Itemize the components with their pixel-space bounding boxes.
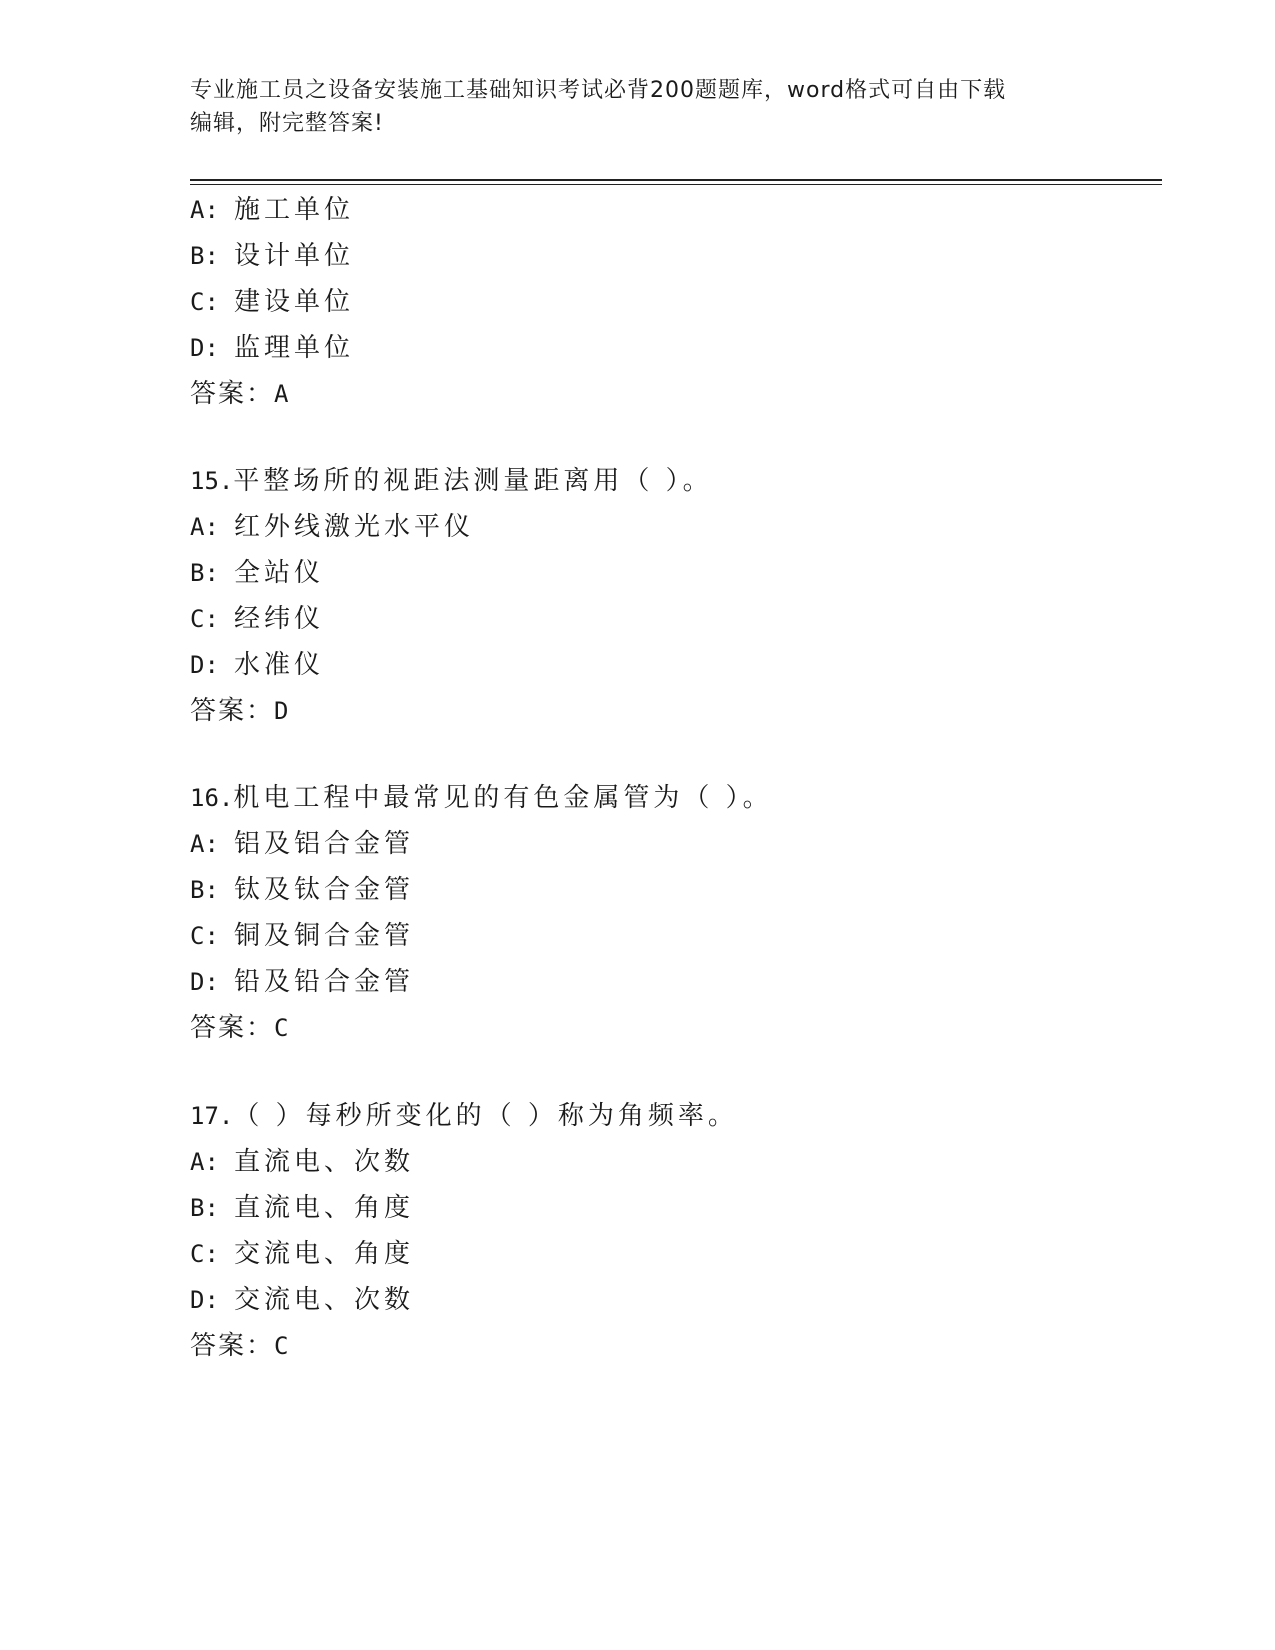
answer-line	[190, 1323, 1130, 1369]
option-letter: A:	[190, 196, 219, 224]
option-text: 监理单位	[234, 333, 355, 363]
option-b	[190, 550, 1130, 596]
option-letter: A:	[190, 1148, 219, 1176]
option-text: 建设单位	[234, 287, 355, 317]
option-text: 铅及铅合金管	[234, 967, 415, 997]
question-text: （ ）每秒所变化的（ ）称为角频率。	[233, 1101, 738, 1131]
header-divider-thick	[190, 179, 1162, 181]
answer-value: C	[274, 1332, 289, 1360]
question-14-continued	[190, 187, 1130, 417]
option-text: 施工单位	[234, 195, 355, 225]
answer-line	[190, 688, 1130, 734]
option-text: 经纬仪	[234, 604, 325, 634]
answer-value: A	[274, 380, 289, 408]
answer-line	[190, 1005, 1130, 1051]
option-c	[190, 913, 1130, 959]
answer-label: 答案：	[190, 1013, 275, 1043]
option-d	[190, 642, 1130, 688]
option-text: 铝及铝合金管	[234, 829, 415, 859]
option-text: 红外线激光水平仪	[234, 512, 475, 542]
option-letter: A:	[190, 830, 219, 858]
option-text: 水准仪	[234, 650, 325, 680]
option-b	[190, 867, 1130, 913]
question-number: 16.	[190, 784, 234, 812]
option-d	[190, 959, 1130, 1005]
option-text: 直流电、角度	[234, 1193, 415, 1223]
answer-line	[190, 371, 1130, 417]
question-number: 15.	[190, 467, 234, 495]
answer-value: C	[274, 1014, 289, 1042]
answer-label: 答案：	[190, 1331, 275, 1361]
option-c	[190, 279, 1130, 325]
header-divider-thin	[190, 184, 1162, 185]
option-letter: D:	[190, 1286, 219, 1314]
option-a	[190, 1139, 1130, 1185]
option-d	[190, 325, 1130, 371]
question-number: 17.	[190, 1102, 234, 1130]
option-text: 交流电、角度	[234, 1239, 415, 1269]
option-text: 钛及钛合金管	[234, 875, 415, 905]
option-letter: B:	[190, 876, 219, 904]
option-letter: C:	[190, 1240, 219, 1268]
option-letter: C:	[190, 922, 219, 950]
option-c	[190, 596, 1130, 642]
question-stem	[190, 775, 1130, 821]
answer-value: D	[274, 697, 289, 725]
answer-label: 答案：	[190, 379, 275, 409]
question-15	[190, 458, 1130, 734]
option-letter: B:	[190, 242, 219, 270]
question-stem	[190, 458, 1130, 504]
question-text: 平整场所的视距法测量距离用（ ）。	[233, 466, 713, 496]
option-text: 直流电、次数	[234, 1147, 415, 1177]
option-c	[190, 1231, 1130, 1277]
question-16	[190, 775, 1130, 1051]
option-text: 铜及铜合金管	[234, 921, 415, 951]
option-letter: D:	[190, 334, 219, 362]
option-letter: C:	[190, 288, 219, 316]
option-text: 全站仪	[234, 558, 325, 588]
question-stem	[190, 1093, 1130, 1139]
header-title-line-2: 编辑，附完整答案!	[190, 111, 384, 136]
header-title-line-1: 专业施工员之设备安装施工基础知识考试必背200题题库，word格式可自由下载	[190, 78, 1007, 103]
question-text: 机电工程中最常见的有色金属管为（ ）。	[233, 783, 773, 813]
answer-label: 答案：	[190, 696, 275, 726]
document-header	[190, 74, 1090, 140]
option-a	[190, 504, 1130, 550]
question-17	[190, 1093, 1130, 1369]
option-b	[190, 233, 1130, 279]
option-letter: D:	[190, 651, 219, 679]
option-text: 设计单位	[234, 241, 355, 271]
option-a	[190, 821, 1130, 867]
option-b	[190, 1185, 1130, 1231]
option-letter: A:	[190, 513, 219, 541]
option-letter: D:	[190, 968, 219, 996]
option-a	[190, 187, 1130, 233]
option-text: 交流电、次数	[234, 1285, 415, 1315]
option-d	[190, 1277, 1130, 1323]
option-letter: C:	[190, 605, 219, 633]
option-letter: B:	[190, 559, 219, 587]
option-letter: B:	[190, 1194, 219, 1222]
